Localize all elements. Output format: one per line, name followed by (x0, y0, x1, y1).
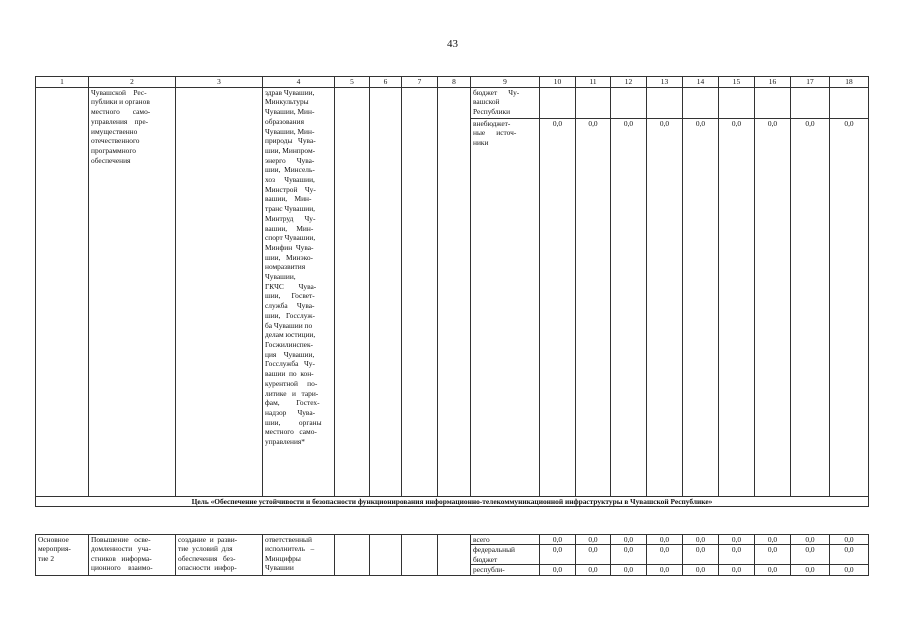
cell-value (683, 87, 719, 118)
cell-value: 0,0 (755, 545, 791, 565)
cell-value: 0,0 (576, 565, 611, 575)
cell-value: 0,0 (576, 118, 611, 496)
cell-value (611, 87, 647, 118)
col-number: 8 (438, 77, 471, 88)
cell-value (540, 87, 576, 118)
col-number: 3 (176, 77, 263, 88)
goal-heading: Цель «Обеспечение устойчивости и безопасности функционирования информационно-телекоммуникационной инфраструктуры в Чувашской Республике» (36, 496, 869, 507)
col-number: 2 (89, 77, 176, 88)
cell-value (576, 87, 611, 118)
col-number: 12 (611, 77, 647, 88)
cell-value: 0,0 (683, 565, 719, 575)
column-number-row (36, 77, 869, 88)
cell-value (647, 87, 683, 118)
cell-value: 0,0 (719, 535, 755, 545)
cell-col7 (402, 87, 438, 496)
col-number: 10 (540, 77, 576, 88)
col-number: 9 (471, 77, 540, 88)
col-number: 13 (647, 77, 683, 88)
cell-value: 0,0 (576, 535, 611, 545)
cell-value: 0,0 (683, 545, 719, 565)
cell-expected-result (176, 87, 263, 496)
col-number: 15 (719, 77, 755, 88)
cell-funding-source: бюджет Чу- вашской Республики (471, 87, 540, 118)
cell-value: 0,0 (683, 118, 719, 496)
col-number: 6 (370, 77, 402, 88)
cell-col5 (335, 87, 370, 496)
cell-executors: здрав Чувашии, Минкультуры Чувашии, Мин- образования Чувашии, Мин- природы Чува- шии, Минпром- энерго Чува- шии, Минсель- хоз Чувашии, Минстрой Чу- вашии, Мин- транс Чувашии, Минтруд Чу- вашии, Мин- спорт Чувашии, Минфин Чува- шии, Минэко- номразвития Чувашии, ГКЧС Чува- шии, Госвет- служба Чува- шии, Госслуж- ба Чувашии по делам юстиции, Госжилинспек- ция Чувашии, Госслужба Чу- вашии по кон- курентной по- литике и тари- фам, Гостех- надзор Чува- шии, органы местного само- управления* (263, 87, 335, 496)
cell-col7 (402, 535, 438, 576)
cell-executors: ответственный исполнитель – Минцифры Чувашии (263, 535, 335, 576)
cell-value: 0,0 (755, 565, 791, 575)
cell-value (719, 87, 755, 118)
cell-value: 0,0 (647, 535, 683, 545)
cell-value (755, 87, 791, 118)
cell-value: 0,0 (830, 545, 869, 565)
program-table-continued (35, 534, 869, 576)
cell-value: 0,0 (611, 565, 647, 575)
cell-value: 0,0 (719, 118, 755, 496)
cell-value: 0,0 (830, 118, 869, 496)
table-row (36, 535, 869, 545)
col-number: 5 (335, 77, 370, 88)
col-number: 1 (36, 77, 89, 88)
col-number: 17 (791, 77, 830, 88)
cell-value: 0,0 (791, 535, 830, 545)
page-number: 43 (447, 38, 458, 50)
cell-col6 (370, 535, 402, 576)
cell-value: 0,0 (791, 118, 830, 496)
cell-value: 0,0 (830, 535, 869, 545)
cell-value: 0,0 (830, 565, 869, 575)
cell-measure-name: Повышение осве- домленности уча- стников информа- ционного взаимо- (89, 535, 176, 576)
cell-funding-source: республи- (471, 565, 540, 575)
table-row (36, 87, 869, 118)
cell-value: 0,0 (791, 545, 830, 565)
cell-col8 (438, 535, 471, 576)
cell-funding-source: федеральный бюджет (471, 545, 540, 565)
cell-value (791, 87, 830, 118)
col-number: 14 (683, 77, 719, 88)
cell-value: 0,0 (540, 118, 576, 496)
col-number: 7 (402, 77, 438, 88)
cell-value: 0,0 (611, 545, 647, 565)
cell-value: 0,0 (540, 565, 576, 575)
cell-expected-result: создание и разви- тие условий для обеспечения без- опасности инфор- (176, 535, 263, 576)
goal-row (36, 496, 869, 507)
program-table (35, 76, 869, 507)
cell-value: 0,0 (576, 545, 611, 565)
cell-value: 0,0 (647, 565, 683, 575)
cell-measure-number: Основное мероприя- тие 2 (36, 535, 89, 576)
cell-value: 0,0 (647, 545, 683, 565)
col-number: 4 (263, 77, 335, 88)
cell-value: 0,0 (540, 545, 576, 565)
cell-value: 0,0 (540, 535, 576, 545)
cell-value: 0,0 (755, 535, 791, 545)
cell-measure-name: Чувашской Рес- публики и органов местного само- управления пре- имущественно отечественного программного обеспечения (89, 87, 176, 496)
cell-value: 0,0 (719, 565, 755, 575)
cell-value: 0,0 (611, 535, 647, 545)
cell-funding-source: всего (471, 535, 540, 545)
cell-value: 0,0 (683, 535, 719, 545)
cell-value: 0,0 (719, 545, 755, 565)
cell-funding-source: внебюджет- ные источ- ники (471, 118, 540, 496)
cell-col8 (438, 87, 471, 496)
col-number: 11 (576, 77, 611, 88)
col-number: 16 (755, 77, 791, 88)
cell-value: 0,0 (755, 118, 791, 496)
cell-col1 (36, 87, 89, 496)
cell-col6 (370, 87, 402, 496)
cell-value: 0,0 (647, 118, 683, 496)
col-number: 18 (830, 77, 869, 88)
cell-value (830, 87, 869, 118)
cell-value: 0,0 (611, 118, 647, 496)
cell-col5 (335, 535, 370, 576)
cell-value: 0,0 (791, 565, 830, 575)
